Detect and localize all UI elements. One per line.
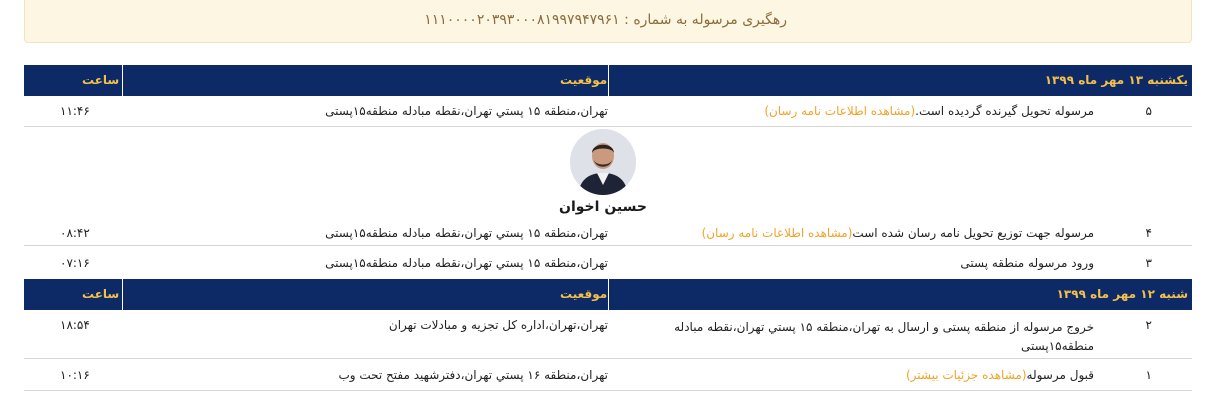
postman-name: حسین اخوان (559, 199, 647, 215)
row-time: ۱۸:۵۴ (60, 318, 90, 332)
row-number: ۱ (1145, 368, 1152, 382)
event-text: مرسوله جهت توزیع تحویل نامه رسان شده است (852, 226, 1094, 240)
row-number: ۵ (1145, 104, 1152, 118)
column-time: ساعت (82, 287, 120, 301)
more-details-link[interactable]: (مشاهده جزئیات بیشتر) (905, 368, 1027, 382)
row-location: تهران،منطقه ۱۵ پستي تهران،نقطه مبادله منطقه۱۵پستی (325, 256, 608, 270)
date-group-2 (24, 279, 1192, 310)
table-row (24, 310, 1192, 359)
row-event (906, 368, 1094, 382)
table-row (24, 96, 1192, 127)
group-header (24, 279, 1192, 310)
date-group-1 (24, 65, 1192, 96)
column-location: موقعیت (560, 287, 608, 301)
row-number: ۴ (1145, 226, 1152, 240)
tracking-notice (24, 0, 1192, 43)
table-row (24, 218, 1192, 246)
group-header (24, 65, 1192, 96)
row-event: خروج مرسوله از منطقه پستی و ارسال به تهران،منطقه ۱۵ پستي تهران،نقطه مبادله منطقه۱۵پستی (674, 320, 1094, 353)
postman-card (548, 129, 658, 215)
group-date: یکشنبه ۱۳ مهر ماه ۱۳۹۹ (1044, 73, 1188, 87)
row-event (764, 104, 1094, 118)
table-row (24, 362, 1192, 391)
event-text: قبول مرسوله (1026, 368, 1094, 382)
group-date: شنبه ۱۲ مهر ماه ۱۳۹۹ (1056, 287, 1188, 301)
row-time: ۱۱:۴۶ (60, 104, 90, 118)
row-number: ۳ (1145, 256, 1152, 270)
column-time: ساعت (82, 73, 120, 87)
row-location: تهران،منطقه ۱۵ پستي تهران،نقطه مبادله منطقه۱۵پستی (325, 226, 608, 240)
row-event: ورود مرسوله منطقه پستی (960, 256, 1094, 270)
row-event (702, 226, 1094, 240)
row-location: تهران،منطقه ۱۶ پستي تهران،دفترشهید مفتح تحت وب (338, 368, 608, 382)
event-text: مرسوله تحویل گیرنده گردیده است. (915, 104, 1094, 118)
row-time: ۰۷:۱۶ (60, 256, 90, 270)
column-location: موقعیت (560, 73, 608, 87)
postman-info-link[interactable]: (مشاهده اطلاعات نامه رسان) (701, 226, 853, 240)
row-location: تهران،منطقه ۱۵ پستي تهران،نقطه مبادله منطقه۱۵پستی (325, 104, 608, 118)
row-time: ۱۰:۱۶ (60, 368, 90, 382)
table-row (24, 250, 1192, 277)
avatar (570, 129, 636, 195)
postman-info-link[interactable]: (مشاهده اطلاعات نامه رسان) (764, 104, 916, 118)
row-number: ۲ (1145, 318, 1152, 332)
tracking-title: رهگیری مرسوله به شماره : ۱۱۱۰۰۰۰۲۰۳۹۳۰۰۰۸۱۹۹۷۹۴۷۹۶۱ (424, 12, 787, 28)
row-location: تهران،تهران،اداره کل تجزیه و مبادلات تهران (388, 318, 608, 332)
row-time: ۰۸:۴۲ (60, 226, 90, 240)
